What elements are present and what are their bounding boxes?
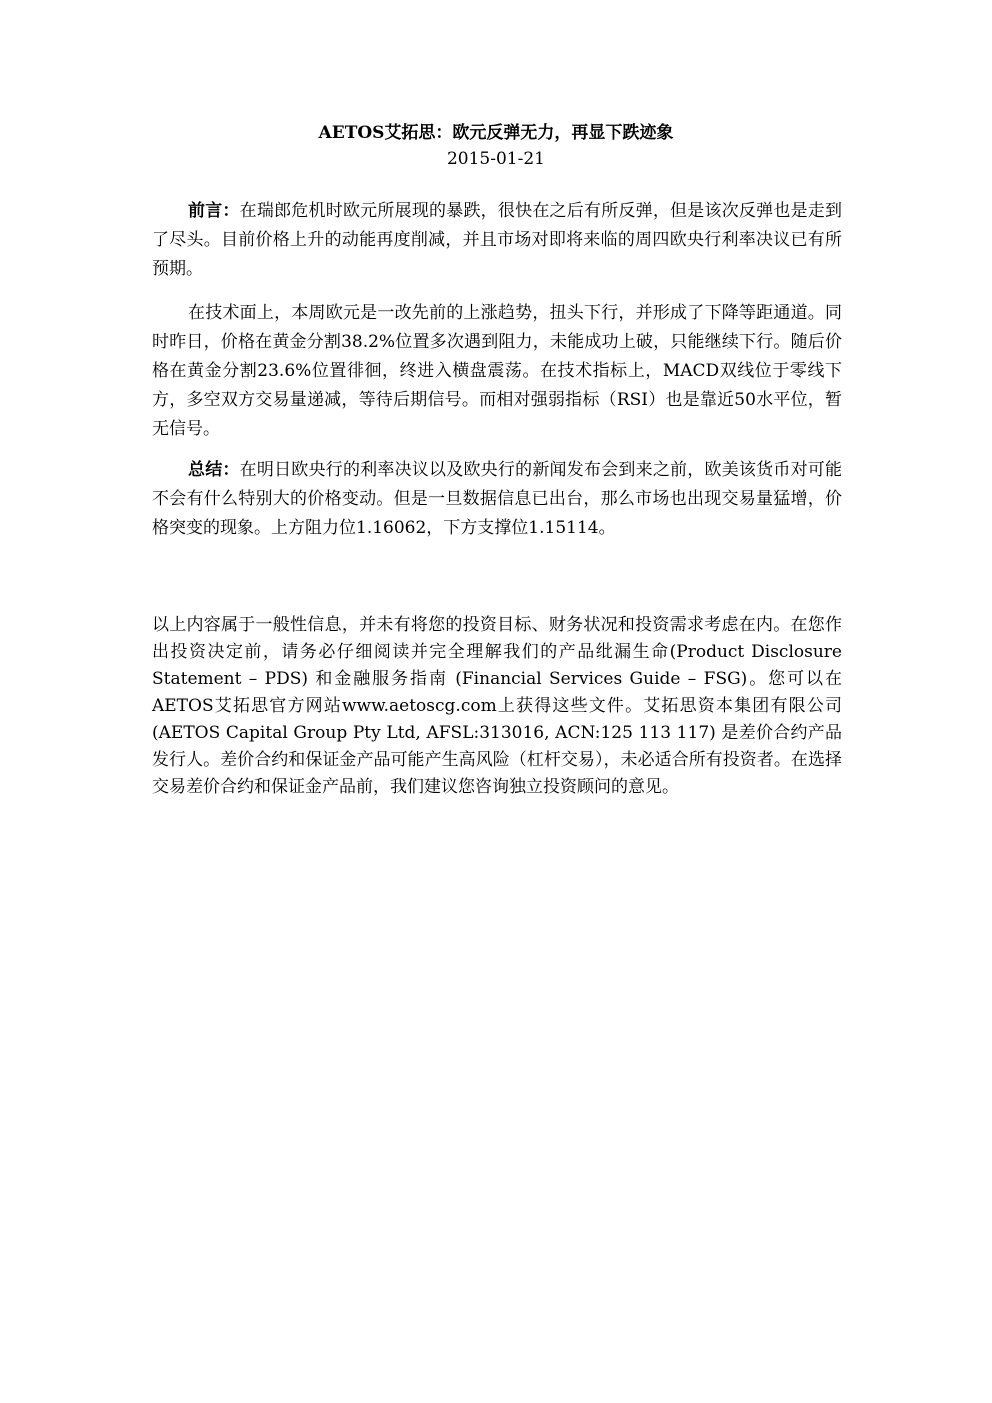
disclaimer-paragraph [152,612,842,801]
technical-paragraph [152,299,842,444]
document-title: AETOS艾拓思：欧元反弹无力，再显下跌迹象 [318,123,674,143]
summary-lead: 总结： [188,460,240,480]
technical-text: 在技术面上，本周欧元是一改先前的上涨趋势，扭头下行，并形成了下降等距通道。同时昨日，价格在黄金分割38.2%位置多次遇到阻力，未能成功上破，只能继续下行。随后价格在黄金分割23.6%位置徘徊，终进入横盘震荡。在技术指标上，MACD双线位于零线下方，多空双方交易量递减，等待后期信号。而相对强弱指标（RSI）也是靠近50水平位，暂无信号。 [152,303,842,439]
summary-paragraph [152,456,842,543]
summary-text: 在明日欧央行的利率决议以及欧央行的新闻发布会到来之前，欧美该货币对可能不会有什么特别大的价格变动。但是一旦数据信息已出台，那么市场也出现交易量猛增，价格突变的现象。上方阻力位1.16062，下方支撑位1.15114。 [152,460,843,538]
disclaimer-text: 以上内容属于一般性信息，并未有将您的投资目标、财务状况和投资需求考虑在内。在您作出投资决定前，请务必仔细阅读并完全理解我们的产品纰漏生命(Product Disclosure Statement – PDS) 和金融服务指南 (Financial Services Guide – FSG)。您可以在AETOS艾拓思官方网站www.aetoscg.com上获得这些文件。艾拓思资本集团有限公司(AETOS Capital Group Pty Ltd, AFSL:313016, ACN:125 113 117) 是差价合约产品发行人。差价合约和保证金产品可能产生高风险（杠杆交易），未必适合所有投资者。在选择交易差价合约和保证金产品前，我们建议您咨询独立投资顾问的意见。 [152,615,842,797]
intro-text: 在瑞郎危机时欧元所展现的暴跌，很快在之后有所反弹，但是该次反弹也是走到了尽头。目前价格上升的动能再度削减，并且市场对即将来临的周四欧央行利率决议已有所预期。 [152,201,843,279]
intro-lead: 前言： [188,201,240,221]
intro-paragraph [152,197,842,284]
title-block [0,120,992,172]
document-date: 2015-01-21 [446,149,545,169]
